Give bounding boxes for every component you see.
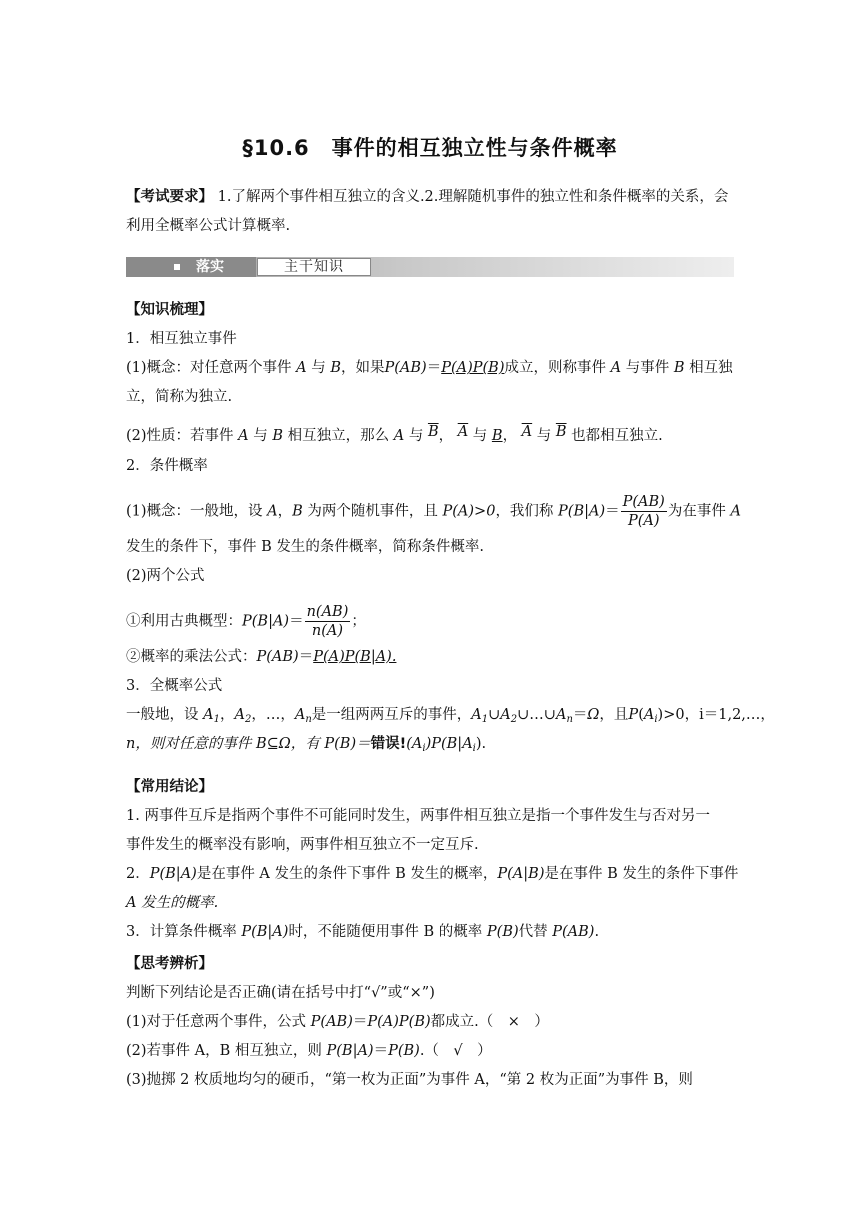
c3-line	[126, 922, 599, 942]
var-b: B	[272, 428, 284, 444]
text: 与事件	[625, 360, 670, 376]
var-b: B	[292, 503, 303, 520]
s1-property	[126, 426, 663, 446]
text: 为在事件	[667, 503, 726, 520]
numerator: n(AB)	[306, 604, 349, 620]
formula-pa-pb: P(A)P(B)	[367, 1014, 431, 1030]
page-title: §10.6 事件的相互独立性与条件概率	[242, 136, 618, 160]
formula-pb-given-a: P(B|A)	[326, 1043, 374, 1059]
c1-line1: 1. 两事件互斥是指两个事件不可能同时发生，两事件相互独立是指一个事件发生与否对另一	[126, 808, 710, 824]
s2-title: 2．条件概率	[126, 458, 208, 474]
exam-requirements-text: 1.了解两个事件相互独立的含义.2.理解随机事件的独立性和条件概率的关系，会	[213, 189, 729, 205]
text: (2)性质：若事件	[126, 428, 234, 444]
text: ).	[475, 736, 487, 752]
exam-requirements-label: 【考试要求】	[126, 189, 213, 205]
text: 2．	[126, 866, 150, 882]
denominator: n(A)	[311, 623, 344, 639]
text: (1)对于任意两个事件，公式	[126, 1014, 311, 1030]
text: 为两个随机事件，且	[307, 503, 438, 520]
question-1	[126, 1012, 549, 1032]
text: 相互独立，那么	[287, 428, 390, 444]
var-a: A	[238, 428, 249, 444]
formula-pa-pbga: P(A)P(B|A).	[313, 649, 397, 665]
text: (1)概念：一般地，设	[126, 503, 263, 520]
text: 时，不能随便用事件 B 的概率	[288, 924, 487, 940]
denominator: P(A)	[627, 513, 660, 529]
s3-line2: n，则对任意的事件 B⊆Ω，有 P(B)＝错误$!(A_i)P(B|A_i)$.	[126, 736, 487, 754]
var-a: A	[393, 428, 405, 444]
text: 与	[311, 360, 326, 376]
s2-concept-line1	[126, 493, 741, 530]
formula-pb: P(B)	[388, 1043, 420, 1059]
formula-pa-gt0: P(A)>0	[442, 503, 496, 520]
formula-pb-given-a: P(B|A)	[149, 866, 197, 882]
var-a-complement: $\overline{A}$	[457, 424, 469, 440]
text: ，如果	[341, 360, 385, 376]
s1-concept-line1	[126, 358, 733, 378]
s2-formula-multiplication	[126, 647, 396, 667]
text: ＝	[298, 649, 314, 665]
conclusions-heading: 【常用结论】	[126, 779, 213, 795]
s1-title: 1．相互独立事件	[126, 331, 237, 347]
text: ，且	[599, 707, 629, 723]
var-b-complement: $\overline{B}$	[555, 424, 567, 440]
text: ＝	[605, 503, 620, 520]
var-a: A	[610, 360, 622, 376]
formula-pb-given-a: P(B|A)	[558, 503, 606, 520]
var-a: A	[730, 503, 741, 520]
text: 与	[408, 428, 424, 444]
text: ，我们称	[495, 503, 554, 520]
text: 代替	[518, 924, 553, 940]
formula-pb: P(B)	[486, 924, 519, 940]
text: ，	[438, 428, 454, 444]
text: 是在事件 A 发生的条件下事件 B 发生的概率，	[196, 866, 498, 882]
text: ＝	[352, 1014, 368, 1030]
text: .	[594, 924, 600, 940]
formula-p-ab: P(AB)	[256, 649, 299, 665]
text: 3．计算条件概率	[126, 924, 242, 940]
knowledge-heading: 【知识梳理】	[126, 302, 213, 318]
formula-pa-pb: P(A)P(B)	[441, 360, 505, 376]
text: 与	[253, 428, 268, 444]
c2-line2: A 发生的概率.	[126, 895, 219, 911]
text: .（ √ ）	[419, 1043, 492, 1059]
question-2	[126, 1041, 492, 1061]
text: 是在事件 B 发生的条件下事件	[544, 866, 739, 882]
text: ＝	[373, 1043, 389, 1059]
text: 也都相互独立.	[571, 428, 663, 444]
s2-two-formulas: (2)两个公式	[126, 568, 205, 584]
var-b: B	[491, 428, 503, 444]
var-a: A	[267, 503, 278, 520]
text: ＝	[289, 613, 304, 630]
var-b: B	[673, 360, 685, 376]
text: 都成立.（ × ）	[430, 1014, 549, 1030]
text: 成立，则称事件	[504, 360, 606, 376]
formula-p-ab: P(AB)	[552, 924, 595, 940]
thinking-intro: 判断下列结论是否正确(请在括号中打“√”或“×”)	[126, 985, 435, 1001]
text: 与	[472, 428, 488, 444]
var-a-complement: $\overline{A}$	[521, 424, 533, 440]
square-bullet-icon	[174, 264, 180, 270]
var-b: B	[330, 360, 342, 376]
s1-concept-line2: 立，简称为独立.	[126, 389, 233, 405]
text: 一般地，设	[126, 707, 199, 723]
s2-formula-classical: ①利用古典概型：P(B|A)＝ $\frac{n(AB)}{n(A)}$ ；	[126, 604, 366, 639]
text: 是一组两两互斥的事件，	[311, 707, 472, 723]
text: ＝	[426, 360, 442, 376]
s2-concept-line2: 发生的条件下，事件 B 发生的条件概率，简称条件概率.	[126, 539, 484, 555]
text: (A	[406, 736, 423, 752]
text: (1)概念：对任意两个事件	[126, 360, 292, 376]
thinking-heading: 【思考辨析】	[126, 956, 213, 972]
text: (2)若事件 A，B 相互独立，则	[126, 1043, 327, 1059]
var-b-complement: $\overline{B}$	[427, 424, 439, 440]
text: ，i＝1,2,…，	[684, 707, 775, 723]
s3-title: 3．全概率公式	[126, 678, 223, 694]
banner-left-label: 落实	[196, 259, 224, 275]
exam-requirements-line1	[126, 187, 728, 207]
fraction-nab-over-na	[305, 603, 351, 640]
formula-p-ab: P(AB)	[384, 360, 427, 376]
formula-pb-given-a: P(B|A)	[242, 613, 290, 630]
error-marker: 错误!	[370, 736, 407, 752]
c1-line2: 事件发生的概率没有影响，两事件相互独立不一定互斥.	[126, 837, 479, 853]
text: ①利用古典概型：	[126, 613, 242, 630]
text: ，	[277, 503, 293, 520]
formula-pb-given-a: P(B|A)	[241, 924, 289, 940]
question-3: (3)抛掷 2 枚质地均匀的硬币，“第一枚为正面”为事件 A，“第 2 枚为正面”为事件 B，则	[126, 1072, 693, 1088]
s3-line1: 一般地，设 $A_1$，$A_2$，…，$A_n$是一组两两互斥的事件，$A_1\cup A_2\cup\dots\cup A_n=\Omega$，且$P(A_i)>0$，i＝1,2,…，	[126, 707, 775, 725]
text: 与	[536, 428, 552, 444]
text: 相互独	[689, 360, 733, 376]
formula-p-ab: P(AB)	[310, 1014, 353, 1030]
section-banner	[126, 257, 734, 277]
var-a: A	[296, 360, 307, 376]
text: n，则对任意的事件 B⊆Ω，有 P(B)＝	[126, 736, 371, 752]
fraction-pab-over-pa	[621, 493, 667, 530]
formula-pa-given-b: P(A|B)	[497, 866, 545, 882]
exam-requirements-line2: 利用全概率公式计算概率.	[126, 218, 291, 234]
text: )P(B|A	[425, 736, 473, 752]
banner-left	[126, 257, 256, 277]
text: ，	[502, 428, 518, 444]
c2-line1	[126, 864, 738, 884]
numerator: P(AB)	[622, 494, 665, 510]
text: ②概率的乘法公式：	[126, 649, 257, 665]
banner-right: 主干知识	[257, 258, 371, 276]
